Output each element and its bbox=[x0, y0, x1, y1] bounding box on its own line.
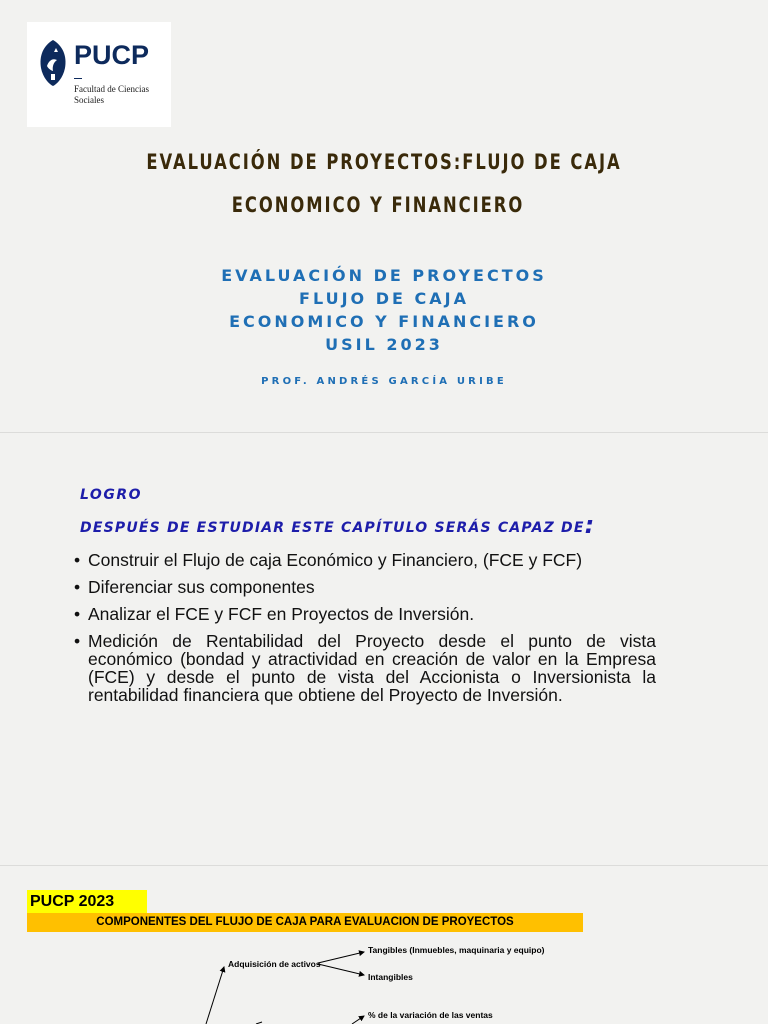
node-adquisicion-activos: Adquisición de activos bbox=[228, 959, 321, 969]
capability-heading-colon: : bbox=[584, 511, 596, 539]
objectives-slide bbox=[0, 433, 768, 865]
list-item: • Diferenciar sus componentes bbox=[74, 578, 656, 596]
objectives-list bbox=[74, 551, 656, 713]
diagram-arrow bbox=[318, 964, 364, 975]
subtitle-line-4: USIL 2023 bbox=[325, 335, 443, 354]
node-tangibles: Tangibles (Inmuebles, maquinaria y equipo) bbox=[368, 945, 545, 955]
list-item: • Construir el Flujo de caja Económico y Financiero, (FCE y FCF) bbox=[74, 551, 656, 569]
pucp-logo bbox=[27, 22, 171, 127]
diagram-arrow bbox=[352, 1016, 364, 1024]
subtitle-line-2: FLUJO DE CAJA bbox=[299, 289, 469, 308]
components-slide bbox=[0, 866, 768, 1024]
subtitle-line-3: ECONOMICO Y FINANCIERO bbox=[229, 312, 539, 331]
capability-heading bbox=[80, 511, 595, 539]
list-item: • Medición de Rentabilidad del Proyecto desde el punto de vista económico (bondad y atractividad en creación de valor en la Empresa (FCE) y desde el punto de vista del Accionista o Inversionista la rentabilidad financiera que obtiene del Proyecto de Inversión. bbox=[74, 632, 656, 704]
main-title-line-2: ECONOMICO Y FINANCIERO bbox=[231, 193, 525, 217]
diagram-arrow bbox=[206, 967, 224, 1024]
node-variacion-ventas: % de la variación de las ventas bbox=[368, 1010, 493, 1020]
logro-heading: LOGRO bbox=[80, 487, 142, 503]
logo-wordmark: PUCP bbox=[74, 40, 150, 70]
capability-heading-text: DESPUÉS DE ESTUDIAR ESTE CAPÍTULO SERÁS CAPAZ DE bbox=[80, 520, 585, 536]
logo-subtitle: Facultad de Ciencias Sociales bbox=[74, 84, 149, 105]
main-title-line-1: EVALUACIÓN DE PROYECTOS:FLUJO DE CAJA bbox=[146, 150, 622, 174]
list-item: • Analizar el FCE y FCF en Proyectos de Inversión. bbox=[74, 605, 656, 623]
professor-name: PROF. ANDRÉS GARCÍA URIBE bbox=[261, 376, 507, 387]
subtitle-line-1: EVALUACIÓN DE PROYECTOS bbox=[221, 266, 547, 285]
components-banner: COMPONENTES DEL FLUJO DE CAJA PARA EVALUACION DE PROYECTOS bbox=[27, 913, 583, 932]
logo-divider bbox=[74, 78, 82, 79]
node-intangibles: Intangibles bbox=[368, 972, 413, 982]
title-slide bbox=[0, 0, 768, 432]
diagram-arrow bbox=[318, 952, 364, 963]
pucp-emblem-icon bbox=[38, 38, 68, 88]
pucp-2023-tag: PUCP 2023 bbox=[27, 890, 147, 913]
